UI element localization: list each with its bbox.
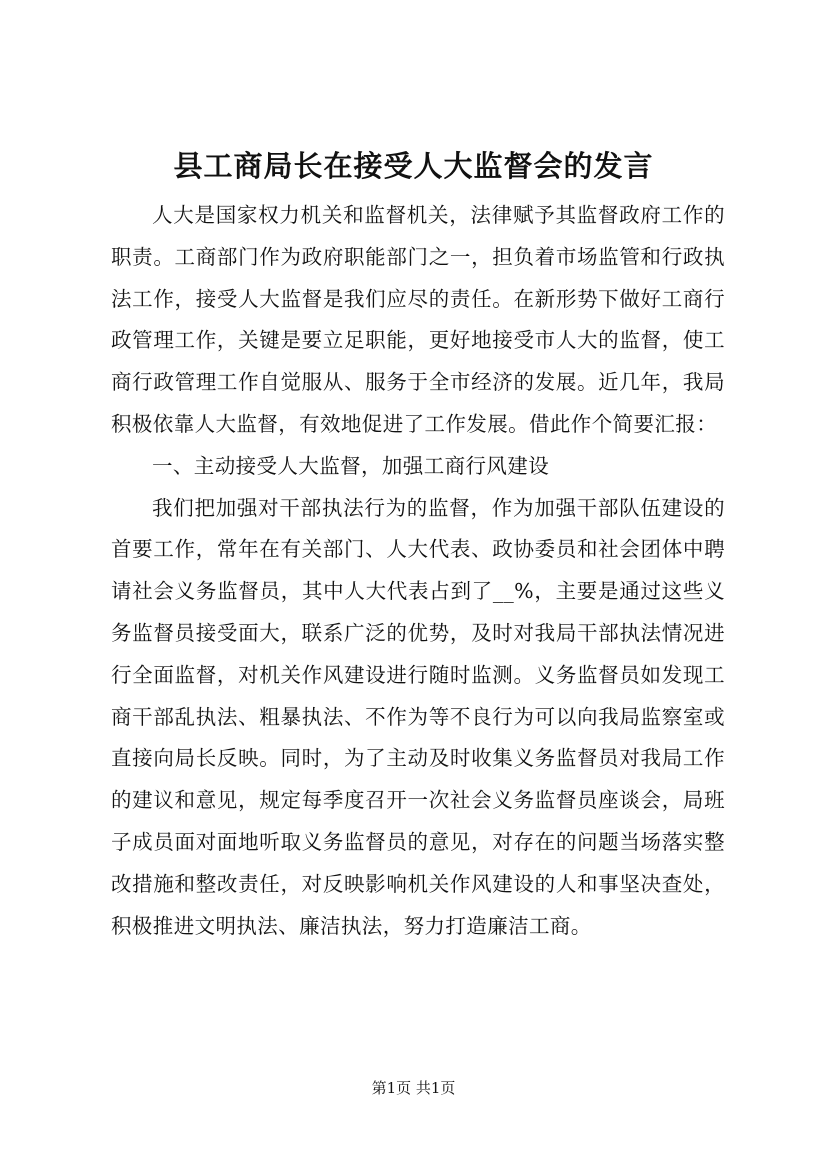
paragraph-intro: 人大是国家权力机关和监督机关，法律赋予其监督政府工作的职责。工商部门作为政府职能部门之一，担负着市场监管和行政执法工作，接受人大监督是我们应尽的责任。在新形势下做好工商行政管理工作，关键是要立足职能，更好地接受市人大的监督，使工商行政管理工作自觉服从、服务于全市经济的发展。近几年，我局积极依靠人大监督，有效地促进了工作发展。借此作个简要汇报： xyxy=(111,203,725,436)
document-body xyxy=(111,195,725,947)
section-heading-1: 一、主动接受人大监督，加强工商行风建设 xyxy=(152,453,550,478)
page-footer: 第1页 共1页 xyxy=(371,1079,456,1097)
paragraph-section-1: 我们把加强对干部执法行为的监督，作为加强干部队伍建设的首要工作，常年在有关部门、人大代表、政协委员和社会团体中聘请社会义务监督员，其中人大代表占到了__%，主要是通过这些义务监督员接受面大，联系广泛的优势，及时对我局干部执法情况进行全面监督，对机关作风建设进行随时监测。义务监督员如发现工商干部乱执法、粗暴执法、不作为等不良行为可以向我局监察室或直接向局长反映。同时，为了主动及时收集义务监督员对我局工作的建议和意见，规定每季度召开一次社会义务监督员座谈会，局班子成员面对面地听取义务监督员的意见，对存在的问题当场落实整改措施和整改责任，对反映影响机关作风建设的人和事坚决查处，积极推进文明执法、廉洁执法，努力打造廉洁工商。 xyxy=(111,495,725,938)
document-title: 县工商局长在接受人大监督会的发言 xyxy=(173,149,654,183)
